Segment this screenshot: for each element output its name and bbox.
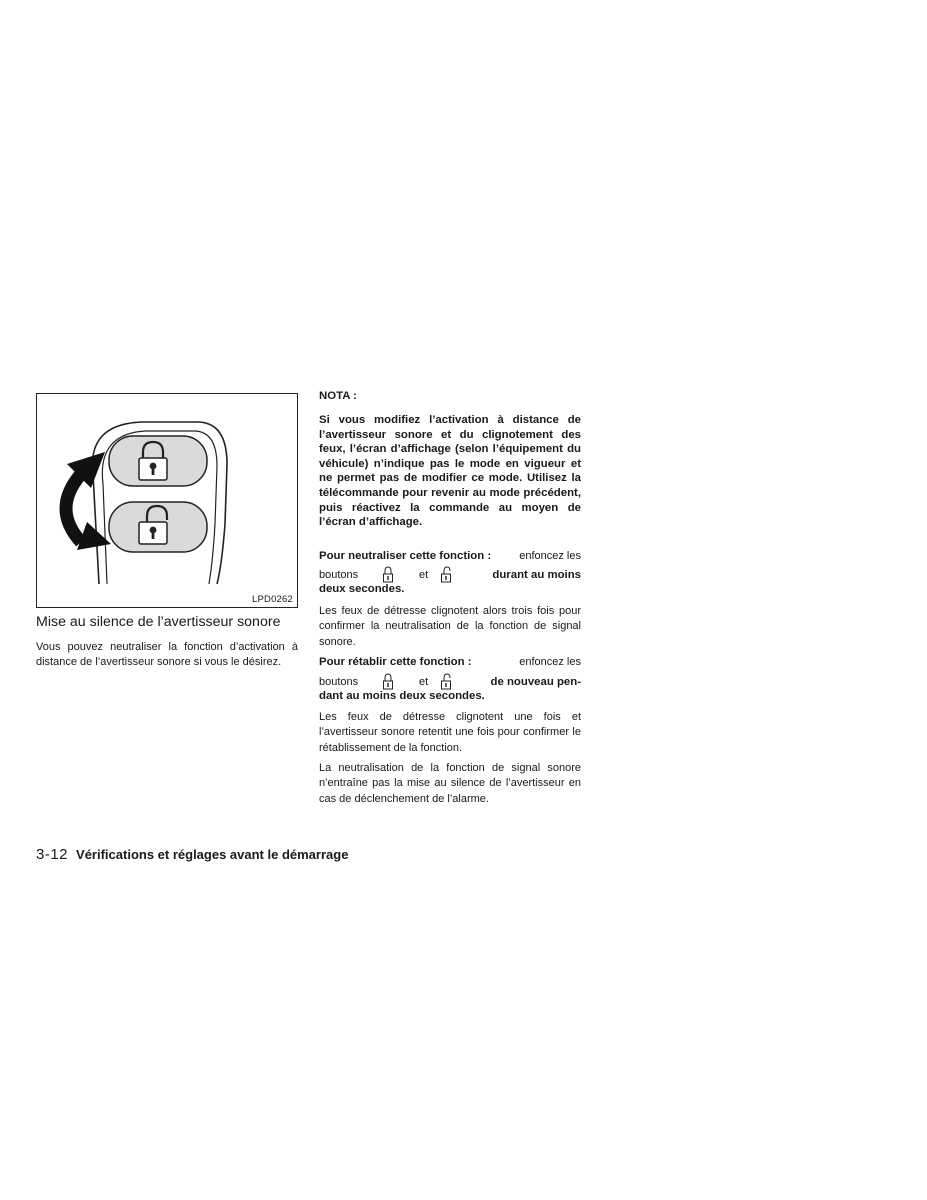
key-fob-figure — [36, 393, 298, 608]
restore-et: et — [419, 676, 429, 688]
neutralize-et: et — [419, 569, 429, 581]
chapter-title: Vérifications et réglages avant le démarrage — [76, 847, 349, 862]
neutralize-label: Pour neutraliser cette fonction : — [319, 550, 492, 562]
neutralize-boutons: boutons — [319, 569, 359, 581]
restore-label: Pour rétablir cette fonction : — [319, 656, 472, 668]
neutralize-text: enfoncez les — [519, 550, 581, 562]
page-footer — [36, 846, 348, 863]
nota-text: Si vous modifiez l’activation à distance de l’avertisseur sonore et du clignotement des feux, l’écran d’affichage (selon l’équipement du véhicule) n’indique pas le mode en vigueur et ne permet pas de modifier ce mode. Utilisez la télécommande pour revenir au mode précédent, puis réactivez la commande au moyen de l’écran d’affichage. — [319, 414, 581, 529]
hazard-three-paragraph: Les feux de détresse clignotent alors trois fois pour confirmer la neutralisation de la fonction de signal sonore. — [319, 605, 581, 648]
neutralize-line-1 — [319, 550, 581, 566]
restore-line-1 — [319, 656, 581, 672]
neutralize-bold-b: deux secondes. — [319, 583, 405, 595]
neutralize-bold-a: durant au moins — [492, 569, 581, 581]
section-title: Mise au silence de l’avertisseur sonore — [36, 614, 281, 630]
lock-icon — [382, 566, 394, 584]
key-fob-illustration — [37, 394, 299, 609]
page-number: 3-12 — [36, 846, 69, 863]
nota-label: NOTA : — [319, 390, 357, 402]
restore-text: enfoncez les — [519, 656, 581, 668]
alarm-paragraph: La neutralisation de la fonction de signal sonore n’entraîne pas la mise au silence de l’avertisseur en cas de déclenchement de l’alarme. — [319, 762, 581, 805]
lock-icon — [382, 673, 394, 691]
unlock-icon — [440, 566, 452, 584]
hazard-once-paragraph: Les feux de détresse clignotent une fois et l’avertisseur sonore retentit une fois pour confirmer le rétablissement de la fonction. — [319, 711, 581, 754]
restore-bold-a: de nouveau pen- — [490, 676, 581, 688]
unlock-icon — [440, 673, 452, 691]
figure-code: LPD0262 — [251, 594, 293, 605]
restore-boutons: boutons — [319, 676, 359, 688]
restore-bold-b: dant au moins deux secondes. — [319, 690, 485, 702]
intro-paragraph: Vous pouvez neutraliser la fonction d’activation à distance de l’avertisseur sonore si vous le désirez. — [36, 641, 298, 669]
